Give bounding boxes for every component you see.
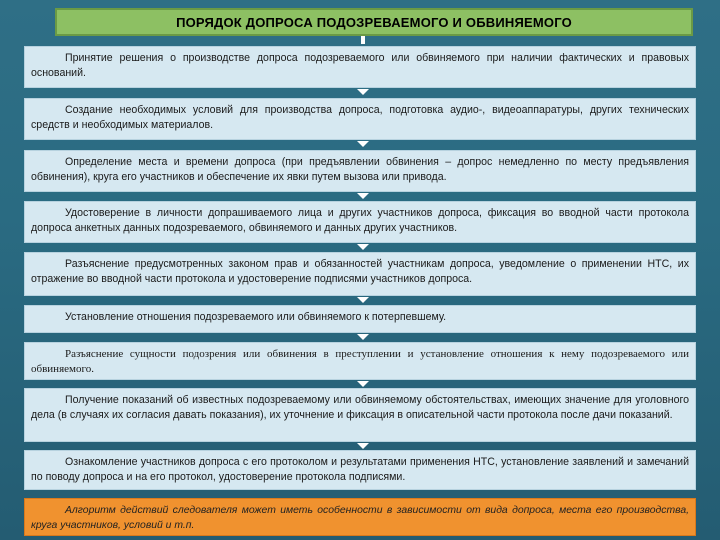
- down-arrow-icon: [357, 334, 369, 340]
- step-7: Разъяснение сущности подозрения или обвинения в преступлении и установление отношения к нему подозреваемого или обвиняемого.: [24, 342, 696, 380]
- note-box: Алгоритм действий следователя может иметь особенности в зависимости от вида допроса, места его производства, круга участников, условий и т.п.: [24, 498, 696, 536]
- step-3: Определение места и времени допроса (при предъявлении обвинения – допрос немедленно по месту предъявления обвинения), круга его участников и обеспечение их явки путем вызова или привода.: [24, 150, 696, 192]
- down-arrow-icon: [357, 193, 369, 199]
- down-arrow-icon: [357, 244, 369, 250]
- down-arrow-icon: [357, 89, 369, 95]
- step-2: Создание необходимых условий для производства допроса, подготовка аудио-, видеоаппаратуры, других технических средств и необходимых материалов.: [24, 98, 696, 140]
- down-arrow-icon: [357, 443, 369, 449]
- step-5: Разъяснение предусмотренных законом прав и обязанностей участникам допроса, уведомление о применении НТС, их отражение во вводной части протокола и удостоверение подписями участников допроса.: [24, 252, 696, 296]
- down-arrow-icon: [357, 297, 369, 303]
- step-6: Установление отношения подозреваемого или обвиняемого к потерпевшему.: [24, 305, 696, 333]
- page-title: ПОРЯДОК ДОПРОСА ПОДОЗРЕВАЕМОГО И ОБВИНЯЕМОГО: [55, 8, 693, 36]
- step-1: Принятие решения о производстве допроса подозреваемого или обвиняемого при наличии фактических и правовых оснований.: [24, 46, 696, 88]
- down-arrow-icon: [357, 381, 369, 387]
- step-9: Ознакомление участников допроса с его протоколом и результатами применения НТС, установление заявлений и замечаний по поводу допроса и на его протокол, удостоверение протокола подписями.: [24, 450, 696, 490]
- step-8: Получение показаний об известных подозреваемому или обвиняемому обстоятельствах, имеющих значение для уголовного дела (в случаях их согласия давать показания), их уточнение и фиксация в описательной части протокола после дачи показаний.: [24, 388, 696, 442]
- step-4: Удостоверение в личности допрашиваемого лица и других участников допроса, фиксация во вводной части протокола допроса анкетных данных подозреваемого, обвиняемого и данных других участников.: [24, 201, 696, 243]
- down-arrow-icon: [357, 141, 369, 147]
- connector: [361, 36, 365, 44]
